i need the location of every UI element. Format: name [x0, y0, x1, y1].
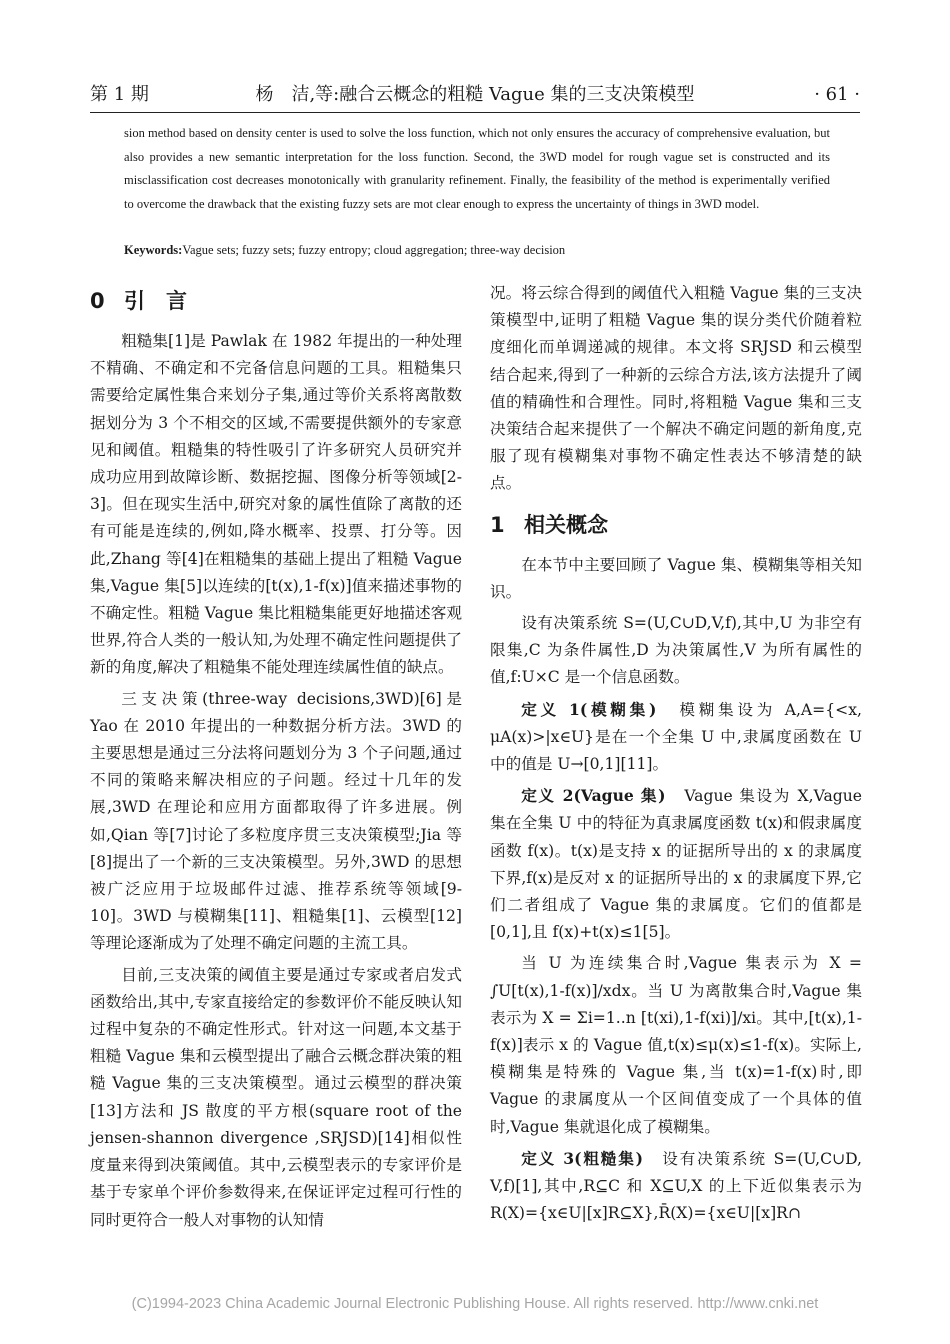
paragraph: 在本节中主要回顾了 Vague 集、模糊集等相关知识。	[490, 555, 862, 601]
abstract-continuation: sion method based on density center is used to solve the loss function, which not only ensures the accuracy of comprehensive evaluation, but also provides a new semantic interpretation for the loss function. Second, the 3WD model for rough vague set is constructed and its misclassification cost decreases monotonically with granularity refinement. Finally, the feasibility of the method is experimentally verified to overcome the drawback that the existing fuzzy sets are mot clear enough to express the uncertainty of things in 3WD model.	[124, 126, 830, 211]
left-column	[90, 280, 462, 1238]
page-number: · 61 ·	[814, 84, 860, 105]
paragraph: 粗糙集[1]是 Pawlak 在 1982 年提出的一种处理不精确、不确定和不完备信息问题的工具。粗糙集只需要给定属性集合来划分子集,通过等价关系将离散数据划分为 3 个不相交的区域,不需要提供额外的专家意见和阈值。粗糙集的特性吸引了许多研究人员研究并成功应用到故障诊断、数据挖掘、图像分析等领域[2-3]。但在现实生活中,研究对象的属性值除了离散的还有可能是连续的,例如,降水概率、投票、打分等。因此,Zhang 等[4]在粗糙集的基础上提出了粗糙 Vague 集,Vague 集[5]以连续的[t(x),1-f(x)]值来描述事物的不确定性。粗糙 Vague 集比粗糙集能更好地描述客观世界,符合人类的一般认知,为处理不确定性问题提供了新的角度,解决了粗糙集不能处理连续属性值的缺点。	[90, 332, 462, 677]
keywords-list: Vague sets; fuzzy sets; fuzzy entropy; cloud aggregation; three-way decision	[182, 243, 566, 257]
keywords	[124, 239, 830, 262]
copyright-footer: (C)1994-2023 China Academic Journal Electronic Publishing House. All rights reserved. http://www.cnki.net	[131, 1296, 819, 1312]
section-heading-related-concepts	[490, 510, 862, 540]
definition-text: 设有决策系统 S=(U,C∪D, V,f)[1],其中,R⊆C 和 X⊆U,X 的上下近似集表示为 R(X)={x∈U|[x]R⊆X},R̄(X)={x∈U|[x]R∩	[490, 1149, 862, 1223]
right-column	[490, 280, 862, 1232]
definition-3	[490, 1145, 862, 1228]
section-title: 相关概念	[524, 512, 608, 537]
paragraph-continued: 况。将云综合得到的阈值代入粗糙 Vague 集的三支决策模型中,证明了粗糙 Vague 集的误分类代价随着粒度细化而单调递减的规律。本文将 SRJSD 和云模型结合起来,得到了一种新的云综合方法,该方法提升了阈值的精确性和合理性。同时,将粗糙 Vague 集和三支决策结合起来提供了一个解决不确定问题的新角度,克服了现有模糊集对事物不确定性表达不够清楚的缺点。	[490, 284, 862, 493]
running-header	[90, 80, 860, 110]
definition-text: 模糊集设为 A,A={<x, μA(x)>|x∈U}是在一个全集 U 中,隶属度函数在 U 中的值是 U→[0,1][11]。	[490, 700, 862, 774]
running-title: 杨 洁,等:融合云概念的粗糙 Vague 集的三支决策模型	[255, 84, 695, 105]
paragraph: 三支决策(three-way decisions,3WD)[6]是 Yao 在 2010 年提出的一种数据分析方法。3WD 的主要思想是通过三分法将问题划分为 3 个子问题,通过不同的策略来解决相应的子问题。经过十几年的发展,3WD 在理论和应用方面都取得了许多进展。例如,Qian 等[7]讨论了多粒度序贯三支决策模型;Jia 等[8]提出了一个新的三支决策模型。另外,3WD 的思想被广泛应用于垃圾邮件过滤、推荐系统等领域[9-10]。3WD 与模糊集[11]、粗糙集[1]、云模型[12]等理论逐渐成为了处理不确定问题的主流工具。	[90, 689, 462, 953]
keywords-label: Keywords:	[124, 243, 183, 257]
definition-2	[490, 782, 862, 946]
definition-text: Vague 集设为 X,Vague 集在全集 U 中的特征为真隶属度函数 t(x)和假隶属度函数 f(x)。t(x)是支持 x 的证据所导出的 x 的隶属度下界,f(x)是反对 x 的证据所导出的 x 的隶属度下界,它们二者组成了 Vague 集的隶属度。它们的值都是[0,1],且 f(x)+t(x)≤1[5]。	[490, 787, 862, 942]
definition-label: 定义 2(Vague 集)	[521, 786, 666, 806]
definition-1	[490, 696, 862, 779]
issue-number: 第 1 期	[90, 84, 149, 105]
section-heading-introduction	[90, 286, 462, 316]
section-number: 1	[490, 512, 505, 537]
section-number: 0	[90, 289, 105, 313]
definition-label: 定义 1(模糊集)	[521, 699, 657, 719]
section-title: 引 言	[124, 289, 187, 313]
definition-label: 定义 3(粗糙集)	[521, 1148, 644, 1168]
paragraph: 设有决策系统 S=(U,C∪D,V,f),其中,U 为非空有限集,C 为条件属性,D 为决策属性,V 为所有属性的值,f:U×C 是一个信息函数。	[490, 614, 862, 687]
paragraph: 当 U 为连续集合时,Vague 集表示为 X = ∫U[t(x),1-f(x)]/xdx。当 U 为离散集合时,Vague 集表示为 X = Σi=1..n [t(xi),1-f(xi)]/xi。其中,[t(x),1-f(x)]表示 x 的 Vague 值,t(x)≤μ(x)≤1-f(x)。实际上,模糊集是特殊的 Vague 集,当 t(x)=1-f(x)时,即 Vague 的隶属度从一个区间值变成了一个具体的值时,Vague 集就退化成了模糊集。	[490, 954, 862, 1136]
header-divider	[90, 112, 860, 113]
paragraph: 目前,三支决策的阈值主要是通过专家或者启发式函数给出,其中,专家直接给定的参数评价不能反映认知过程中复杂的不确定性形式。针对这一问题,本文基于粗糙 Vague 集和云模型提出了融合云概念群决策的粗糙 Vague 集的三支决策模型。通过云模型的群决策[13]方法和 JS 散度的平方根(square root of the jensen-shannon divergence ,SRJSD)[14]相似性度量来得到决策阈值。其中,云模型表示的专家评价是基于专家单个评价参数得来,在保证评定过程可行性的同时更符合一般人对事物的认知情	[90, 965, 462, 1229]
